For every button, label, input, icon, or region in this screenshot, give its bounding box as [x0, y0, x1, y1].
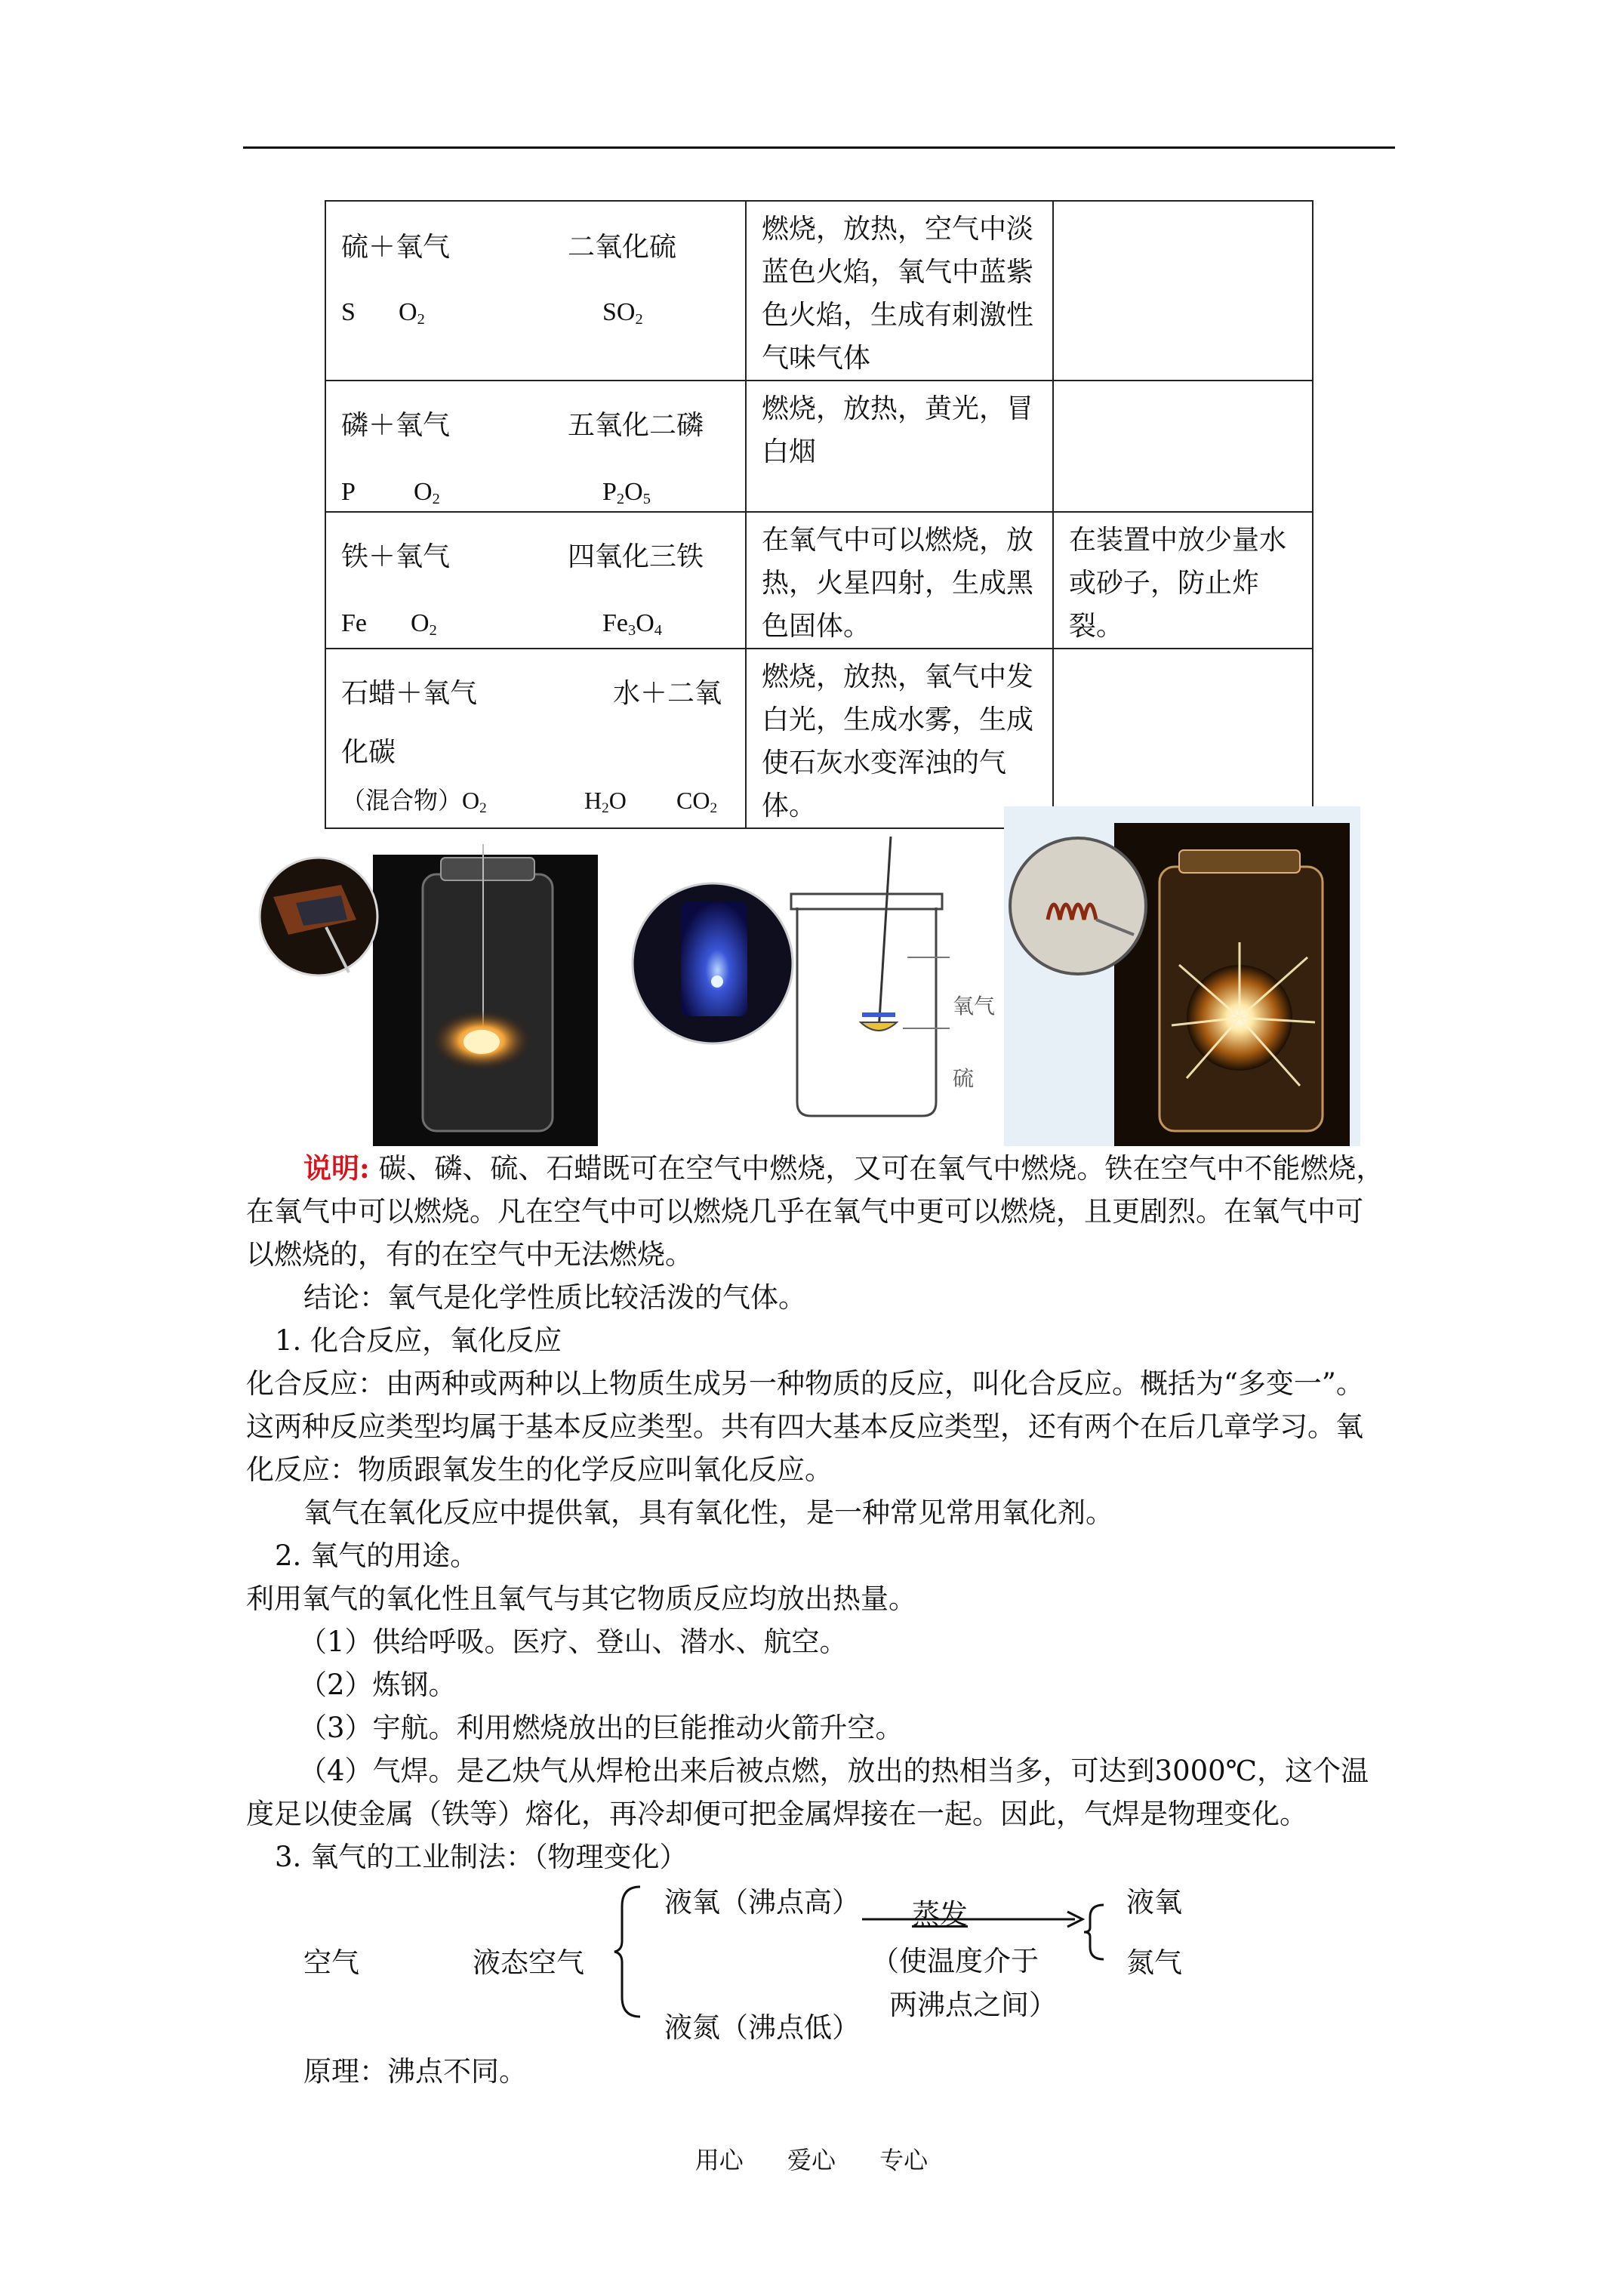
combustion-figure — [243, 806, 1360, 1146]
phenomenon-cell: 燃烧，放热，空气中淡蓝色火焰，氧气中蓝紫色火焰，生成有刺激性气味气体 — [746, 201, 1053, 381]
list-item: （2）炼钢。 — [299, 1669, 457, 1701]
equation-cell — [325, 649, 746, 828]
formula: $CO_2$ — [676, 787, 718, 816]
output-oxygen: 液氧 — [1126, 1886, 1182, 1918]
output-nitrogen: 氮气 — [1126, 1946, 1182, 1979]
table-row — [325, 649, 1313, 828]
formula: S — [341, 298, 356, 326]
reactant-words: 石蜡＋氧气 — [341, 678, 478, 709]
formula: $O_2$ — [411, 609, 437, 639]
formula: Fe — [341, 609, 367, 637]
liquid-nitrogen-label: 液氮（沸点低） — [664, 2011, 860, 2044]
formula: $SO_2$ — [602, 298, 643, 328]
footer-word: 用心 — [694, 2146, 744, 2174]
section-heading: 1. 化合反应，氧化反应 — [275, 1324, 562, 1357]
note-label: 说明: — [303, 1151, 370, 1185]
oxygen-label: 氧气 — [953, 994, 996, 1019]
equation-cell — [325, 201, 746, 381]
product-words: 二氧化硫 — [568, 232, 677, 263]
note-line: 碳、磷、硫、石蜡既可在空气中燃烧，又可在氧气中燃烧。铁在空气中不能燃烧， — [378, 1152, 1384, 1185]
list-item: （4）气焊。是乙炔气从焊枪出来后被点燃，放出的热相当多，可达到3000℃，这个温 — [299, 1755, 1369, 1787]
product-words-cont: 化碳 — [341, 737, 396, 768]
condition-line: 两沸点之间） — [889, 1989, 1057, 2021]
note-line: 在氧气中可以燃烧。凡在空气中可以燃烧几乎在氧气中更可以燃烧，且更剧烈。在氧气中可 — [246, 1195, 1363, 1228]
section-heading: 3. 氧气的工业制法：（物理变化） — [275, 1841, 688, 1873]
reactant-words: 铁＋氧气 — [341, 541, 451, 572]
list-item: （1）供给呼吸。医疗、登山、潜水、航空。 — [299, 1626, 848, 1658]
formula: $O_2$ — [414, 478, 440, 508]
equation-cell — [325, 381, 746, 512]
paragraph-line: 氧气在氧化反应中提供氧，具有氧化性，是一种常见常用氧化剂。 — [303, 1496, 1113, 1529]
note-cell — [1053, 381, 1313, 512]
phenomenon-cell: 在氧气中可以燃烧，放热，火星四射，生成黑色固体。 — [746, 512, 1053, 649]
bracket-left — [613, 1884, 643, 2020]
arrow — [862, 1908, 1089, 1931]
formula: $Fe_3O_4$ — [602, 609, 662, 639]
reactant-words: 磷＋氧气 — [341, 410, 451, 441]
equation-cell — [325, 512, 746, 649]
table-row — [325, 201, 1313, 381]
air-label: 空气 — [303, 1946, 359, 1979]
bracket-right — [1083, 1902, 1105, 1962]
formula: P — [341, 478, 356, 506]
note-cell — [1053, 201, 1313, 381]
formula: $H_2O$ — [584, 787, 627, 816]
footer-word: 爱心 — [787, 2146, 836, 2174]
iron-wire-inset — [1010, 838, 1146, 974]
phenomenon-cell: 燃烧，放热，黄光，冒白烟 — [746, 381, 1053, 512]
list-item: （3）宇航。利用燃烧放出的巨能推动火箭升空。 — [299, 1712, 904, 1744]
carbon-inset — [260, 858, 377, 975]
product-words: 四氧化三铁 — [568, 541, 704, 572]
industrial-oxygen-diagram — [243, 1869, 1300, 2088]
reaction-table — [325, 200, 1313, 829]
note-cell — [1053, 649, 1313, 828]
product-words: 五氧化二磷 — [568, 410, 704, 441]
note-cell: 在装置中放少量水或砂子，防止炸裂。 — [1053, 512, 1313, 649]
liquid-air-label: 液态空气 — [473, 1946, 584, 1979]
sulfur-apparatus-diagram — [791, 837, 950, 1116]
formula: $O_2$ — [399, 298, 425, 328]
paragraph-line: 化反应：物质跟氧发生的化学反应叫氧化反应。 — [246, 1453, 833, 1486]
table-row — [325, 381, 1313, 512]
paragraph-line: 度足以使金属（铁等）熔化，再冷却便可把金属焊接在一起。因此，气焊是物理变化。 — [246, 1798, 1307, 1830]
explanation-text — [246, 1147, 1394, 1878]
paragraph-line: 利用氧气的氧化性且氧气与其它物质反应均放出热量。 — [246, 1583, 916, 1615]
note-line: 以燃烧的，有的在空气中无法燃烧。 — [246, 1238, 693, 1271]
liquid-oxygen-label: 液氧（沸点高） — [664, 1886, 860, 1918]
section-heading: 2. 氧气的用途。 — [275, 1539, 479, 1572]
table-row — [325, 512, 1313, 649]
principle: 原理：沸点不同。 — [303, 2055, 527, 2088]
sulfur-label: 硫 — [953, 1066, 975, 1091]
sulfur-inset — [633, 883, 793, 1043]
conclusion: 结论：氧气是化学性质比较活泼的气体。 — [303, 1281, 806, 1314]
reactant-words: 硫＋氧气 — [341, 232, 451, 263]
paragraph-line: 这两种反应类型均属于基本反应类型。共有四大基本反应类型，还有两个在后几章学习。氧 — [246, 1410, 1363, 1443]
condition-line: （使温度介于 — [871, 1945, 1039, 1977]
page-footer — [0, 2141, 1623, 2176]
product-words: 水＋二氧 — [613, 678, 722, 709]
header-rule — [243, 146, 1395, 149]
combustion-illustrations — [243, 806, 1360, 1146]
evaporate-label: 蒸发 — [912, 1898, 968, 1931]
phenomenon-cell: 燃烧，放热，氧气中发白光，生成水雾，生成使石灰水变浑浊的气体。 — [746, 649, 1053, 828]
carbon-combustion-photo — [373, 844, 598, 1146]
formula: $P_2O_5$ — [602, 478, 651, 508]
footer-word: 专心 — [879, 2146, 929, 2174]
paragraph-line: 化合反应：由两种或两种以上物质生成另一种物质的反应，叫化合反应。概括为“多变一”。 — [246, 1367, 1364, 1400]
formula: （混合物）$O_2$ — [341, 787, 487, 816]
